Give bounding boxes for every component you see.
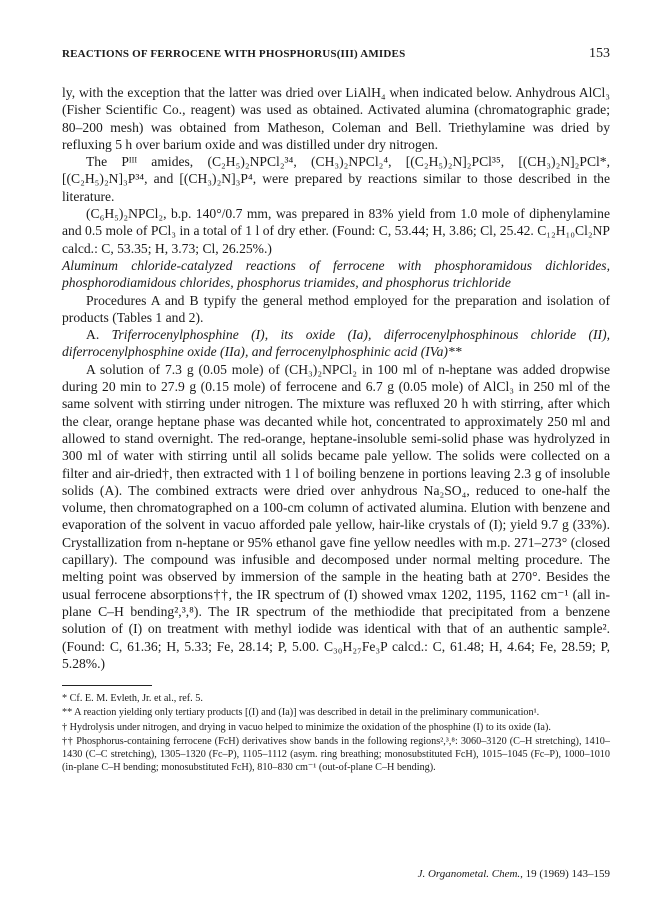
paragraph-procedures: Procedures A and B typify the general method employed for the preparation and isolation of products (Tables 1 and 2). [62,292,610,325]
footnote-divider [62,685,152,686]
paragraph-procedure-a: A solution of 7.3 g (0.05 mole) of (CH₃)₂NPCl₂ in 100 ml of n-heptane was added dropwise during 20 min to 27.9 g (0.15 mole) of ferrocene and 6.7 g (0.05 mole) of AlCl₃ in 250 ml of the same solvent with stirring under nitrogen. The mixture was refluxed 20 h with stirring, after which the clear, orange heptane phase was decanted while hot, concentrated to approximately 250 ml and allowed to stand overnight. The red-orange, heptane-insoluble semi-solid phase was hydrolyzed in 300 ml of water with stirring until all solids became pale yellow. The solids were collected on a filter and air-dried†, then extracted with 1 l of boiling benzene in portions leaving 2.3 g of insoluble solids (A). The combined extracts were dried over anhydrous Na₂SO₄, reduced to one-half the volume, then chromatographed on a 100-cm column of activated alumina. Elution with benzene and evaporation of the solvent in vacuo afforded pale yellow, hair-like crystals of (I); yield 9.7 g (33%). Crystallization from n-heptane or 95% ethanol gave fine yellow needles with m.p. 271–273° (closed capillary). The compound was infusible and decomposed under normal melting procedure. The melting point was observed by immersion of the sample in the heating bath at 270°. Besides the usual ferrocene absorptions††, the IR spectrum of (I) showed νmax 1202, 1195, 1162 cm⁻¹ (all in-plane C–H bending²,³,⁸). The IR spectrum of the methiodide that precipitated from a benzene solution of (I) on treatment with methyl iodide was identical with that of an authentic sample². (Found: C, 61.36; H, 5.33; Fe, 28.14; P, 5.00. C₃₀H₂₇Fe₃P calcd.: C, 61.48; H, 4.64; Fe, 28.59; P, 5.28%.) [62,361,610,671]
body-text [62,84,610,672]
subsection-title: Triferrocenylphosphine (I), its oxide (Ia), diferrocenylphosphinous chloride (II), diferrocenylphosphine oxide (IIa), and ferrocenylphosphinic acid (IVa)** [62,327,610,360]
footnote-4: †† Phosphorus-containing ferrocene (FcH) derivatives show bands in the following regions²,³,⁸: 3060–3120 (C–H stretching), 1410–1430 (C–C stretching), 1305–1320 (Fc–P), 1105–1112 (asym. ring breathing; monosubstituted FcH), 1015–1045 (Fc–P), 1000–1010 (in-plane C–H bending; monosubstituted FcH), 810–830 cm⁻¹ (out-of-plane C–H bending). [62,735,610,774]
footnote-1: * Cf. E. M. Evleth, Jr. et al., ref. 5. [62,693,203,705]
section-heading: Aluminum chloride-catalyzed reactions of ferrocene with phosphoramidous dichlorides, phosphorodiamidous chlorides, phosphorus triamides, and phosphorus trichloride [62,257,610,291]
journal-citation: 19 (1969) 143–159 [525,868,610,880]
footnote-2: ** A reaction yielding only tertiary products [(I) and (Ia)] was described in detail in the preliminary communication¹. [62,707,540,719]
page-number: 153 [589,46,610,61]
footnote-3: † Hydrolysis under nitrogen, and drying in vacuo helped to minimize the oxidation of the phosphine (I) to its oxide (Ia). [62,721,551,733]
subsection-lead: A. [86,327,100,343]
footnotes [62,692,610,774]
subsection-heading [62,326,610,361]
paragraph-amides: The Pᴵᴵᴵ amides, (C₂H₅)₂NPCl₂³⁴, (CH₃)₂NPCl₂⁴, [(C₂H₅)₂N]₂PCl³⁵, [(CH₃)₂N]₂PCl*, [(C₂H₅)₂N]₃P³⁴, and [(CH₃)₂N]₃P⁴, were prepared by reactions similar to those described in the literature. [62,154,610,204]
journal-reference [418,868,610,880]
journal-name: J. Organometal. Chem., [417,868,523,880]
paragraph-dichloride-prep: (C₆H₅)₂NPCl₂, b.p. 140°/0.7 mm, was prepared in 83% yield from 1.0 mole of diphenylamine and 0.5 mole of PCl₃ in a total of 1 l of dry ether. (Found: C, 53.44; H, 3.86; Cl, 25.42. C₁₂H₁₀Cl₂NP calcd.: C, 53.35; H, 3.73; Cl, 26.25%.) [62,206,610,256]
running-head [62,46,610,62]
paragraph-reagents: ly, with the exception that the latter was dried over LiAlH₄ when indicated below. Anhydrous AlCl₃ (Fisher Scientific Co., reagent) was used as obtained. Activated alumina (chromatographic grade; 80–200 mesh) was obtained from Matheson, Coleman and Bell. Triethylamine was dried by refluxing 5 h over barium oxide and was distilled under dry nitrogen. [62,85,610,152]
running-title: REACTIONS OF FERROCENE WITH PHOSPHORUS(III) AMIDES [62,48,406,60]
